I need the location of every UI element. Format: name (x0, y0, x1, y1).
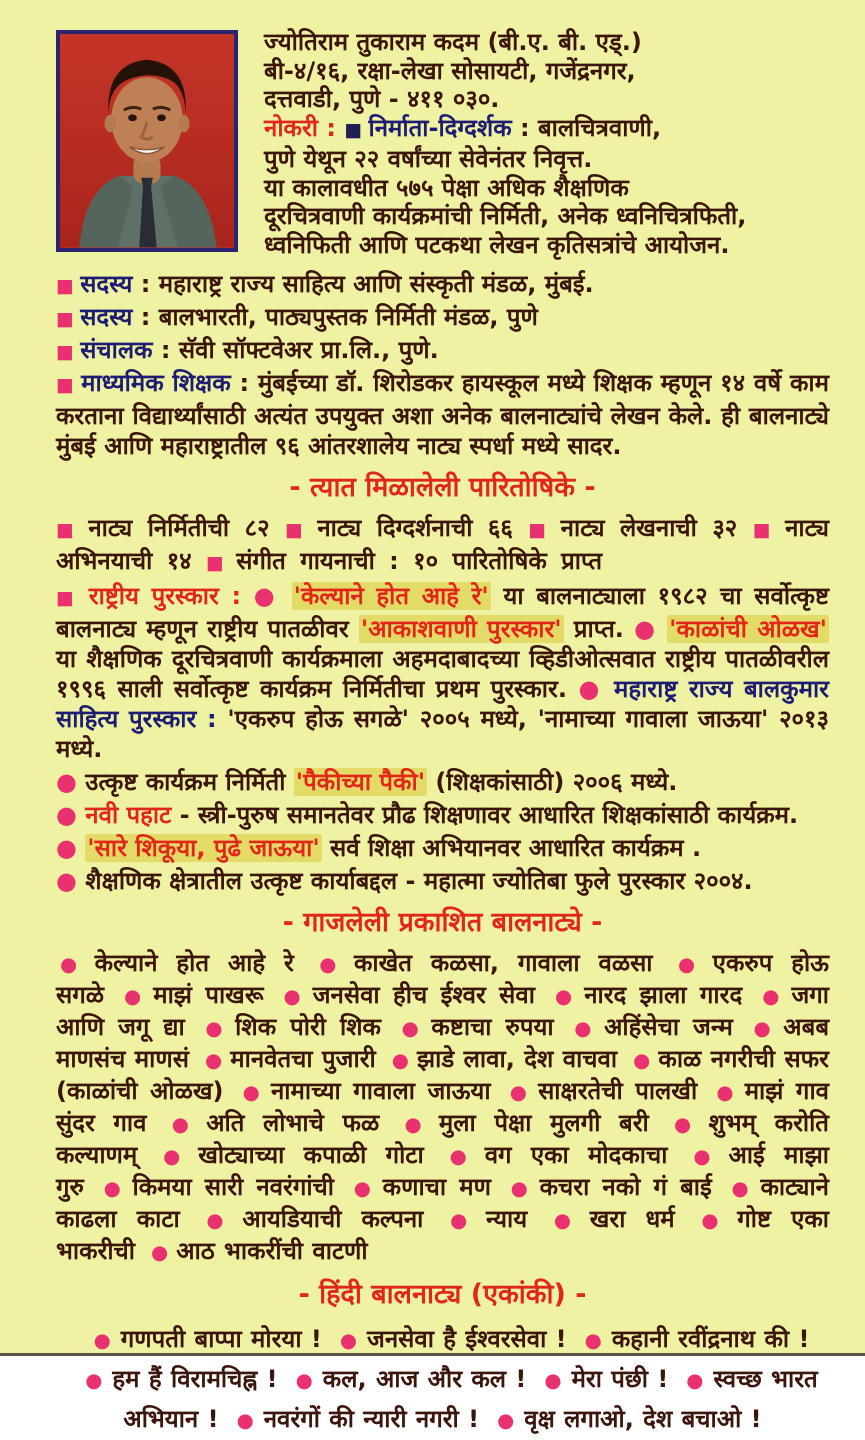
bullet-icon: ● (544, 1369, 562, 1392)
play-title: मुला पेक्षा मुलगी बरी (438, 1109, 649, 1137)
bullet-icon: ● (195, 1209, 235, 1232)
marathi-plays-heading: - गाजलेली प्रकाशित बालनाट्ये - (282, 907, 603, 938)
award-counts-line: ■ नाट्य निर्मितीची ८२ ■ नाट्य दिग्दर्शनाची ६६ ■ नाट्य लेखनाची ३२ ■ नाट्य अभिनयाची १४ ■ संगीत गायनाची : १० पारितोषिके प्राप्त (56, 514, 829, 575)
play-title: अबब माणसंच माणसं (56, 1013, 830, 1073)
play-title: कल, आज और कल ! (322, 1365, 527, 1393)
play-title: हम हैं विरामचिह्न ! (112, 1365, 278, 1393)
address-line: बी-४/१६, रक्षा-लेखा सोसायटी, गजेंद्रनगर, (264, 56, 636, 85)
play-title: नामाच्या गावाला जाऊया (270, 1077, 491, 1105)
award-item: ● 'सारे शिकूया, पुढे जाऊया' सर्व शिक्षा अभियानवर आधारित कार्यक्रम . (56, 834, 702, 862)
national-awards-paragraph: ■ राष्ट्रीय पुरस्कार : ● 'केल्याने होत आहे रे' या बालनाट्याला १९८२ चा सर्वोत्कृष्ट बालनाट्य म्हणून राष्ट्रीय पातळीवर 'आकाशवाणी पुरस्कार' प्राप्त. ● 'काळांची ओळख' या शैक्षणिक दूरचित्रवाणी कार्यक्रमाला अहमदाबादच्या व्हिडीओत्सवात राष्ट्रीय पातळीवरील १९९६ साली सर्वोत्कृष्ट कार्यक्रम निर्मितीचा प्रथम पुरस्कार. ● महाराष्ट्र राज्य बालकुमार साहित्य पुरस्कार : 'एकरुप होऊ सगळे' २००५ मध्ये, 'नामाच्या गावाला जाऊया' २०१३ मध्ये. (56, 582, 829, 763)
play-title: साक्षरतेची पालखी (538, 1077, 698, 1105)
play-title: कचरा नको गं बाई (539, 1173, 712, 1201)
role-item: ■ सदस्य : महाराष्ट्र राज्य साहित्य आणि संस्कृती मंडळ, मुंबई. (56, 270, 594, 298)
header-section (56, 26, 829, 259)
play-title: किमया सारी नवरंगांची (132, 1173, 335, 1201)
play-title: आठ भाकरींची वाटणी (176, 1237, 368, 1265)
play-title: खोट्याच्या कपाळी गोटा (198, 1141, 424, 1169)
play-title: जगा आणि जगू द्या (56, 981, 830, 1041)
occupation-line: ध्वनिफिती आणि पटकथा लेखन कृतिसत्रांचे आयोजन. (264, 230, 730, 259)
play-title: मेरा पंछी ! (571, 1365, 669, 1393)
bullet-icon: ● (668, 953, 705, 976)
play-title: माझं पाखरू (153, 981, 264, 1009)
portrait-illustration (60, 34, 234, 248)
play-title: जनसेवा हीच ईश्वर सेवा (312, 981, 535, 1009)
bullet-icon: ● (748, 1017, 776, 1040)
bullet-icon: ● (153, 1145, 191, 1168)
play-title: न्याय (486, 1205, 528, 1233)
role-item: ■ संचालक : सॅवी सॉफ्टवेअर प्रा.लि., पुणे. (56, 336, 439, 364)
role-item: ■ माध्यमिक शिक्षक : मुंबईच्या डॉ. शिरोडकर हायस्कूल मध्ये शिक्षक म्हणून १४ वर्षे काम करताना विद्यार्थ्यांसाठी अत्यंत उपयुक्त अशा अनेक बालनाट्यांचे लेखन केले. ही बालनाट्ये मुंबई आणि महाराष्ट्रातील ९६ आंतरशालेय नाट्य स्पर्धा मध्ये सादर. (56, 369, 829, 460)
play-title: एकरुप होऊ सगळे (56, 949, 830, 1009)
bullet-icon: ● (550, 985, 577, 1008)
bullet-icon: ● (119, 985, 146, 1008)
awards-section (56, 513, 829, 896)
bullet-icon: ● (60, 953, 87, 976)
person-name: ज्योतिराम तुकाराम कदम (बी.ए. बी. एड्.) (264, 28, 642, 56)
bullet-icon: ● (239, 1081, 263, 1104)
occupation-line: दूरचित्रवाणी कार्यक्रमांची निर्मिती, अनेक ध्वनिचित्रफिती, (264, 202, 747, 230)
bullet-icon: ● (584, 1329, 602, 1352)
bullet-icon: ● (506, 1081, 531, 1104)
bullet-icon: ● (439, 1209, 479, 1232)
bullet-icon: ● (236, 1409, 254, 1432)
play-title: काट्याने काढला काटा (56, 1173, 829, 1233)
play-title: नवरंगों की न्यारी नगरी ! (263, 1405, 480, 1433)
play-title: स्वच्छ भारत अभियान ! (123, 1365, 818, 1433)
award-item: ● उत्कृष्ट कार्यक्रम निर्मिती 'पैकीच्या पैकी' (शिक्षकांसाठी) २००६ मध्ये. (56, 768, 678, 796)
intro-text-block (264, 26, 746, 259)
bullet-icon: ● (204, 1049, 223, 1072)
bullet-icon: ● (99, 1177, 125, 1200)
bullet-icon: ● (543, 1209, 582, 1232)
bullet-icon: ● (309, 953, 346, 976)
occupation-line: पुणे येथून २२ वर्षांच्या सेवेनंतर निवृत्त. (264, 145, 593, 173)
bullet-icon: ● (664, 1113, 701, 1136)
play-title: गोष्ट एका भाकरीची (56, 1205, 830, 1265)
play-title: कणाचा मण (382, 1173, 491, 1201)
bullet-icon: ● (396, 1017, 424, 1040)
bullet-icon: ● (686, 1369, 704, 1392)
play-title: कहानी रवींद्रनाथ की ! (611, 1325, 810, 1353)
bullet-icon: ● (339, 1329, 358, 1352)
play-title: गणपती बाप्पा मोरया ! (120, 1325, 322, 1353)
bullet-icon: ● (162, 1113, 199, 1136)
play-title: अहिंसेचा जन्म (604, 1013, 733, 1041)
occupation-line: नोकरी : ■ निर्माता-दिग्दर्शक : बालचित्रवाणी, (264, 113, 662, 142)
bullet-icon: ● (295, 1369, 313, 1392)
bullet-icon: ● (683, 1145, 721, 1168)
bullet-icon: ● (395, 1113, 431, 1136)
play-title: केल्याने होत आहे रे (94, 949, 294, 977)
play-title: जनसेवा है ईश्वरसेवा ! (367, 1325, 567, 1353)
bullet-icon: ● (439, 1145, 477, 1168)
play-title: मानवेतचा पुजारी (230, 1045, 376, 1073)
bullet-icon: ● (633, 1049, 651, 1072)
bullet-icon: ● (690, 1209, 730, 1232)
bullet-icon: ● (497, 1409, 515, 1432)
bullet-icon: ● (151, 1241, 169, 1264)
award-item: ● शैक्षणिक क्षेत्रातील उत्कृष्ट कार्याबद्दल - महात्मा ज्योतिबा फुले पुरस्कार २००४. (56, 867, 753, 895)
play-title: वृक्ष लगाओ, देश बचाओ ! (524, 1405, 762, 1433)
portrait-photo (56, 30, 238, 252)
bullet-icon: ● (713, 1081, 737, 1104)
bullet-icon: ● (93, 1329, 111, 1352)
play-title: शिक पोरी शिक (235, 1013, 381, 1041)
play-title: शुभम् करोति कल्याणम् (56, 1109, 829, 1169)
play-title: वग एका मोदकाचा (484, 1141, 668, 1169)
bullet-icon: ● (569, 1017, 597, 1040)
play-title: कष्टाचा रुपया (431, 1013, 554, 1041)
bullet-icon: ● (200, 1017, 228, 1040)
bullet-icon: ● (350, 1177, 375, 1200)
play-title: अति लोभाचे फळ (206, 1109, 380, 1137)
hindi-plays-list (56, 1320, 829, 1440)
address-line: दत्तवाडी, पुणे - ४११ ०३०. (264, 85, 500, 113)
play-title: खरा धर्म (589, 1205, 675, 1233)
play-title: माझं गाव सुंदर गाव (56, 1077, 829, 1137)
awards-section-heading: - त्यात मिळालेली पारितोषिके - (289, 472, 596, 503)
play-title: आई माझा गुरु (56, 1141, 829, 1201)
role-item: ■ सदस्य : बालभारती, पाठ्यपुस्तक निर्मिती मंडळ, पुणे (56, 303, 538, 331)
roles-section (56, 269, 829, 461)
play-title: आयडियाची कल्पना (242, 1205, 424, 1233)
hindi-plays-heading: - हिंदी बालनाट्य (एकांकी) - (298, 1279, 587, 1310)
award-item: ● नवी पहाट - स्त्री-पुरुष समानतेवर प्रौढ शिक्षणावर आधारित शिक्षकांसाठी कार्यक्रम. (56, 801, 799, 829)
play-title: झाडे लावा, देश वाचवा (417, 1045, 618, 1073)
bullet-icon: ● (727, 1177, 753, 1200)
play-title: काखेत कळसा, गावाला वळसा (353, 949, 653, 977)
bullet-icon: ● (279, 985, 305, 1008)
occupation-line: या कालावधीत ५७५ पेक्षा अधिक शैक्षणिक (264, 173, 629, 202)
play-title: नारद झाला गारद (584, 981, 743, 1009)
bullet-icon: ● (391, 1049, 410, 1072)
marathi-plays-list (56, 948, 829, 1268)
bullet-icon: ● (758, 985, 784, 1008)
play-title: काळ नगरीची सफर (काळांची ओळख) (56, 1045, 829, 1105)
bullet-icon: ● (506, 1177, 532, 1200)
bullet-icon: ● (85, 1369, 103, 1392)
